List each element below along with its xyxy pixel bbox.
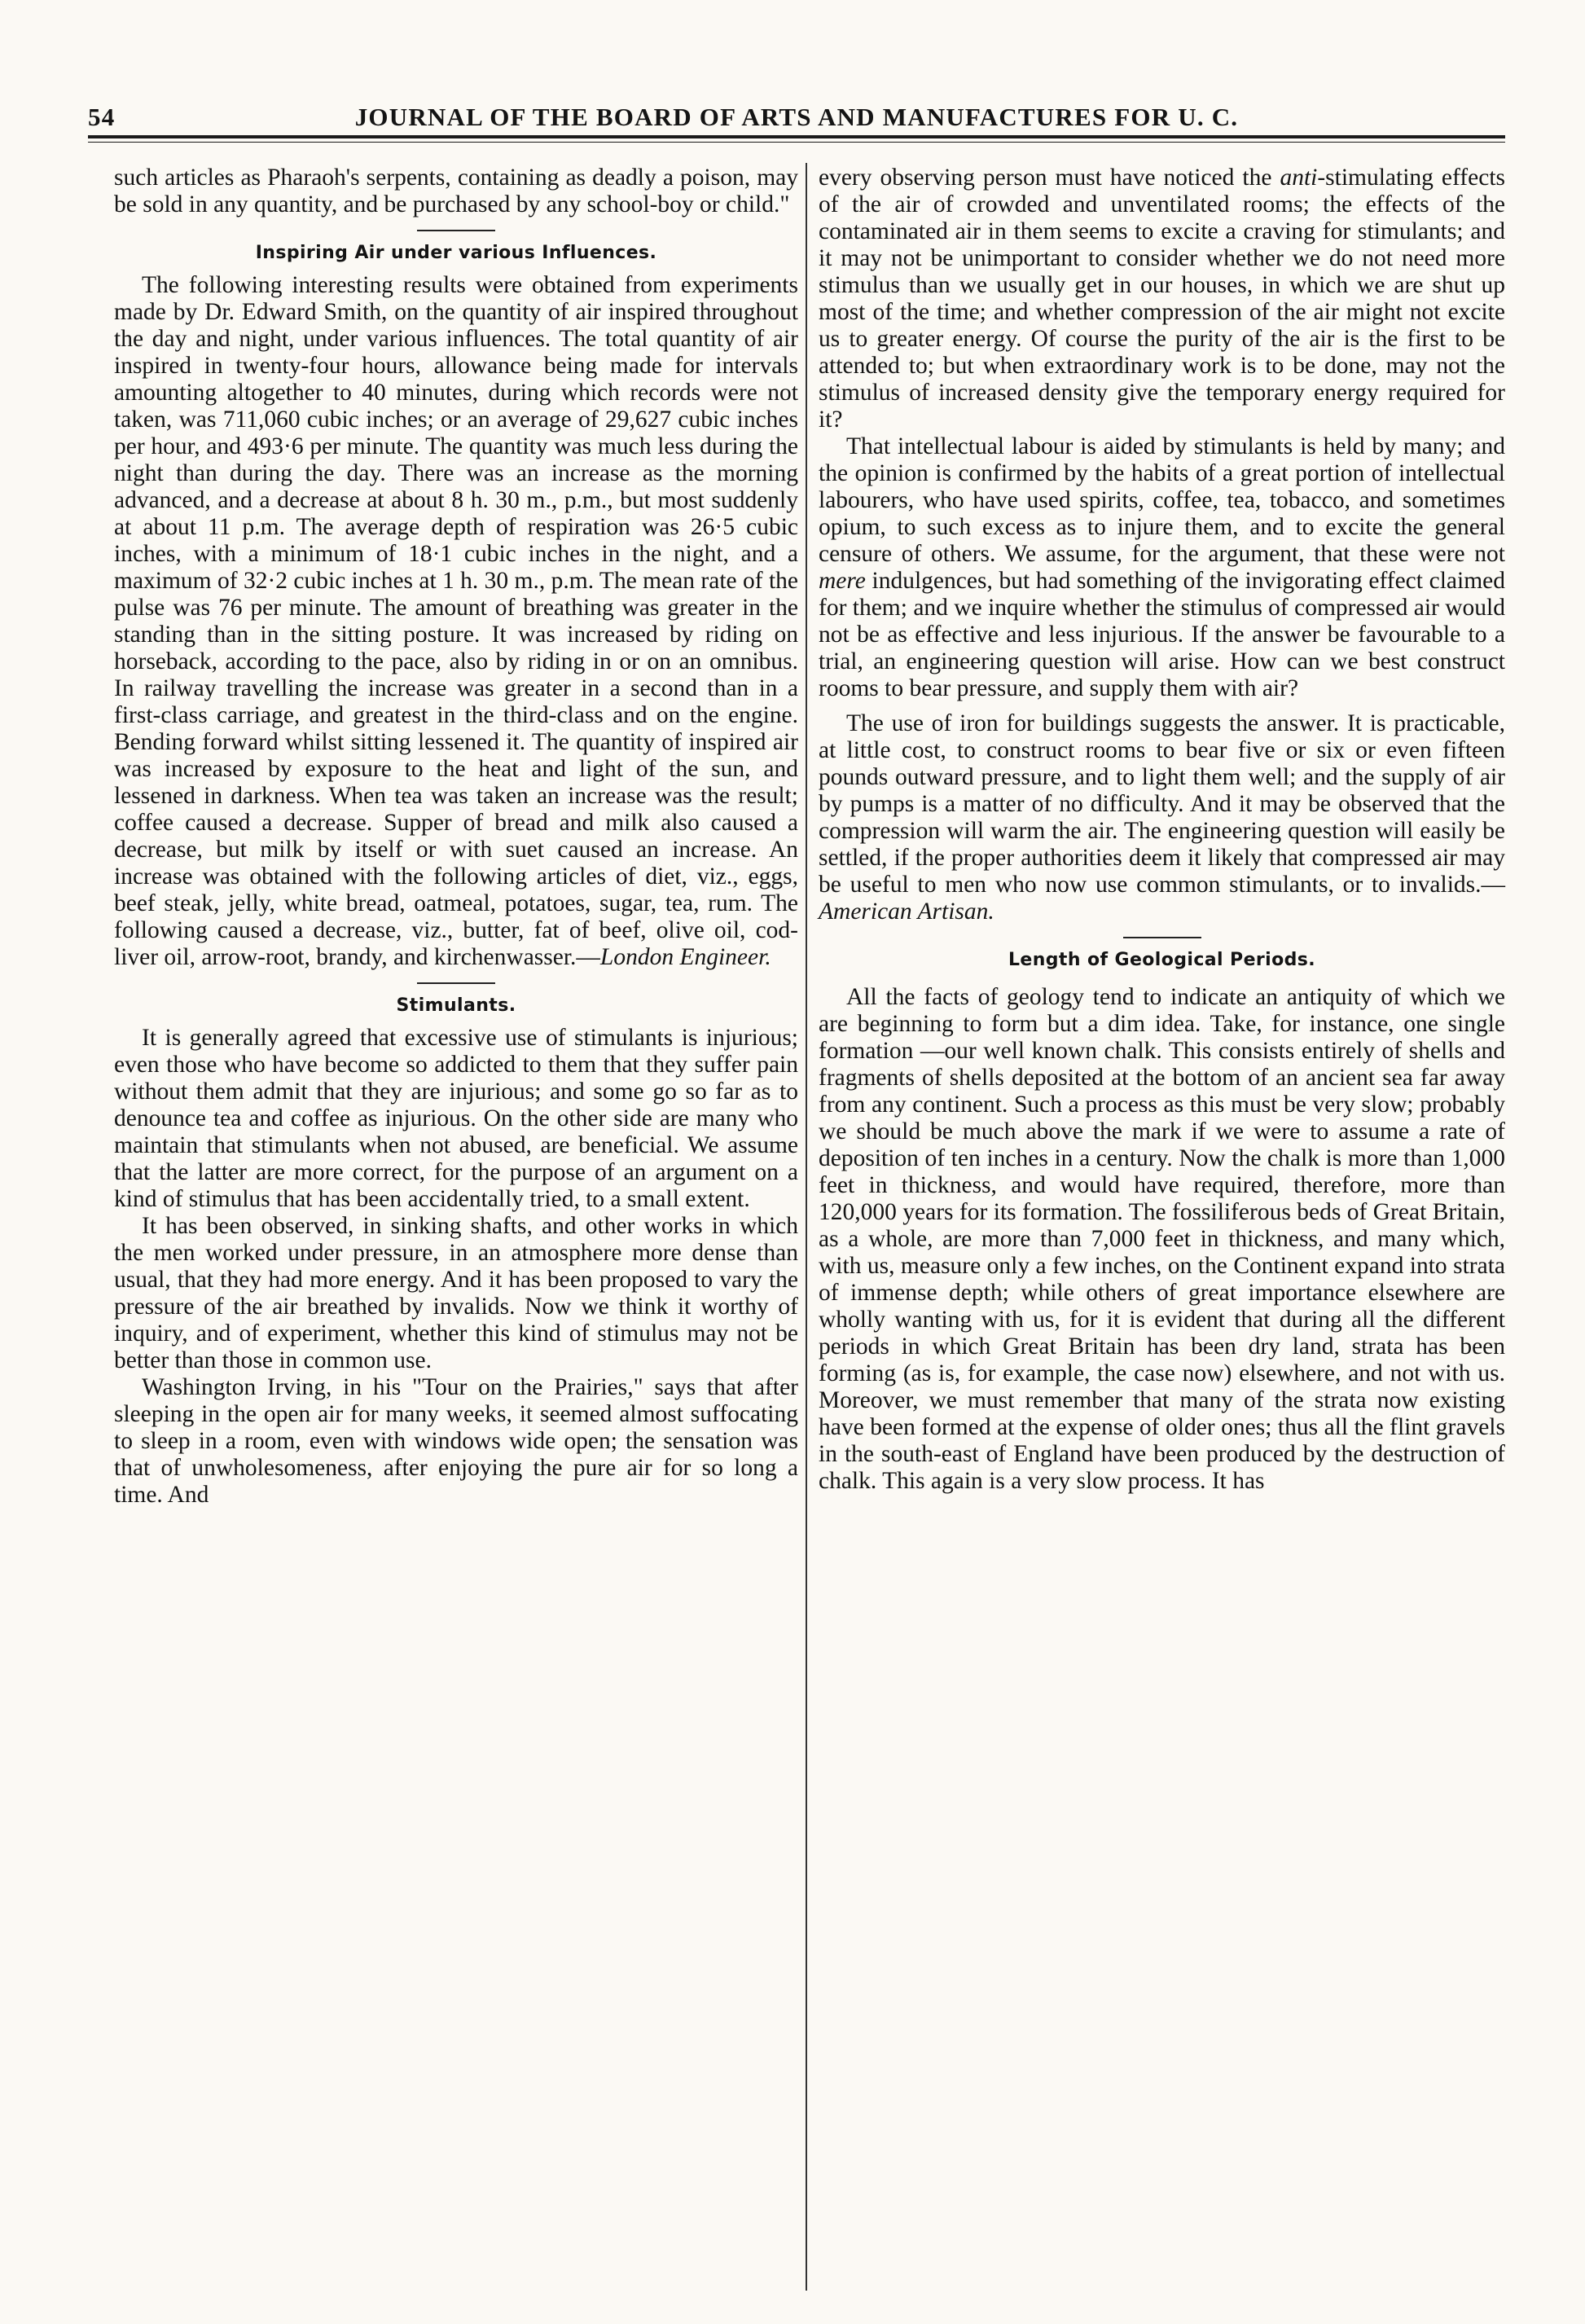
paragraph [819, 433, 1505, 702]
right-column [819, 165, 1505, 1495]
paragraph: Washington Irving, in his "Tour on the Prairies," says that after sleeping in the open air for many weeks, it seemed almost suffocating to sleep in a room, even with windows wide open; the sensation was that of unwholesomeness, after enjoying the pure air for so long a time. And [114, 1374, 798, 1508]
source-citation: London Engineer. [599, 944, 771, 970]
section-heading-stimulants: Stimulants. [396, 995, 516, 1016]
paragraph: It has been observed, in sinking shafts, and other works in which the men worked under pressure, in an atmosphere more dense than usual, that they had more energy. And it has been proposed to vary the pressure of the air breathed by invalids. Now we think it worthy of inquiry, and of experiment, whether this kind of stimulus may not be better than those in common use. [114, 1213, 798, 1373]
source-citation: American Artisan. [819, 898, 994, 925]
column-divider [806, 163, 807, 2291]
left-column [114, 165, 798, 1509]
paragraph-text: every observing person must have noticed the [819, 165, 1280, 191]
section-heading-geological-periods: Length of Geological Periods. [1008, 950, 1315, 970]
continuation-paragraph: such articles as Pharaoh's serpents, containing as deadly a poison, may be sold in any quantity, and be purchased by any school-boy or child." [114, 165, 798, 217]
continuation-paragraph [819, 165, 1505, 433]
paragraph-text: The following interesting results were obtained from experiments made by Dr. Edward Smith, on the quantity of air inspired throughout the day and night, under various influences. The total quantity of air inspired in twenty-four hours, allowance being made for intervals amounting altogether to 40 minutes, during which records were not taken, was 711,060 cubic inches; or an average of 29,627 cubic inches per hour, and 493·6 per minute. The quantity was much less during the night than during the day. There was an increase as the morning advanced, and a decrease at about 8 h. 30 m., p.m., but most suddenly at about 11 p.m. The average depth of respiration was 26·5 cubic inches, with a minimum of 18·1 cubic inches in the night, and a maximum of 32·2 cubic inches at 1 h. 30 m., p.m. The mean rate of the pulse was 76 per minute. The amount of breathing was greater in the standing than in the sitting posture. It was increased by riding on horseback, according to the pace, also by riding in or on an omnibus. In railway travelling the increase was greater in a second than in a first-class carriage, and greatest in the third-class and on the engine. Bending forward whilst sitting lessened it. The quantity of inspired air was increased by exposure to the heat and light of the sun, and lessened in darkness. When tea was taken an increase was the result; coffee caused a decrease. Supper of bread and milk also caused a decrease, but milk by itself or with suet caused an increase. An increase was obtained with the following articles of diet, viz., eggs, beef steak, jelly, white bread, oatmeal, potatoes, sugar, tea, rum. The following caused a decrease, viz., butter, fat of beef, olive oil, cod-liver oil, arrow-root, brandy, and kirchenwasser.— [114, 272, 798, 970]
paragraph-text: indulgences, but had something of the invigorating effect claimed for them; and we inquire whether the stimulus of compressed air would not be as effective and less injurious. If the answer be favourable to a trial, an engineering question will arise. How can we best construct rooms to bear pressure, and supply them with air? [819, 568, 1505, 701]
section-divider [417, 230, 495, 231]
paragraph [819, 710, 1505, 925]
header-rule-thick [88, 135, 1505, 138]
section-divider [1123, 937, 1201, 938]
paragraph: It is generally agreed that excessive use of stimulants is injurious; even those who have become so addicted to them that they suffer pain without them admit that they are injurious; and some go so far as to denounce tea and coffee as injurious. On the other side are many who maintain that stimulants when not abused, are beneficial. We assume that the latter are more correct, for the purpose of an argument on a kind of stimulus that has been accidentally tried, to a small extent. [114, 1025, 798, 1212]
paragraph: All the facts of geology tend to indicate an antiquity of which we are beginning to form but a dim idea. Take, for instance, one single formation —our well known chalk. This consists entirely of shells and fragments of shells deposited at the bottom of an ancient sea far away from any continent. Such a process as this must be very slow; probably we should be much above the mark if we were to assume a rate of deposition of ten inches in a century. Now the chalk is more than 1,000 feet in thickness, and would have required, therefore, more than 120,000 years for its formation. The fossiliferous beds of Great Britain, as a whole, are more than 7,000 feet in thickness, and many which, with us, measure only a few inches, on the Continent expand into strata of immense depth; while others of great importance elsewhere are wholly wanting with us, for it is evident that during all the different periods in which Great Britain has been dry land, strata has been forming (as is, for example, the case now) elsewhere, and not with us. Moreover, we must remember that many of the strata now existing have been formed at the expense of older ones; thus all the flint gravels in the south-east of England have been produced by the destruction of chalk. This again is a very slow process. It has [819, 984, 1505, 1494]
paragraph-text: -stimulating effects of the air of crowded and unventilated rooms; the effects of the contaminated air in them seems to excite a craving for stimulants; and it may not be unimportant to consider whether we do not need more stimulus than we usually get in our houses, in which we are shut up most of the time; and whether compression of the air might not excite us to greater energy. Of course the purity of the air is the first to be attended to; but when extraordinary work is to be done, may not the stimulus of increased density give the temporary energy required for it? [819, 165, 1505, 433]
paragraph-text: The use of iron for buildings suggests the answer. It is practicable, at little cost, to construct rooms to bear five or six or even fifteen pounds outward pressure, and to light them well; and the supply of air by pumps is a matter of no difficulty. And it may be observed that the compression will warm the air. The engineering question will easily be settled, if the proper authorities deem it likely that compressed air may be useful to men who now use common stimulants, or to invalids.— [819, 710, 1505, 898]
header-rule-thin [88, 142, 1505, 143]
section-divider [417, 982, 495, 984]
running-title: JOURNAL OF THE BOARD OF ARTS AND MANUFACTURES FOR U. C. [354, 103, 1239, 131]
section-heading-inspiring-air: Inspiring Air under various Influences. [255, 243, 657, 263]
page-number: 54 [88, 103, 116, 131]
emphasis: anti [1280, 165, 1318, 191]
paragraph [114, 272, 798, 971]
emphasis: mere [819, 568, 866, 594]
paragraph-text: That intellectual labour is aided by stimulants is held by many; and the opinion is confirmed by the habits of a great portion of intellectual labourers, who have used spirits, coffee, tea, tobacco, and sometimes opium, to such excess as to injure them, and to excite the general censure of others. We assume, for the argument, that these were not [819, 433, 1505, 567]
page-header [88, 98, 1505, 137]
